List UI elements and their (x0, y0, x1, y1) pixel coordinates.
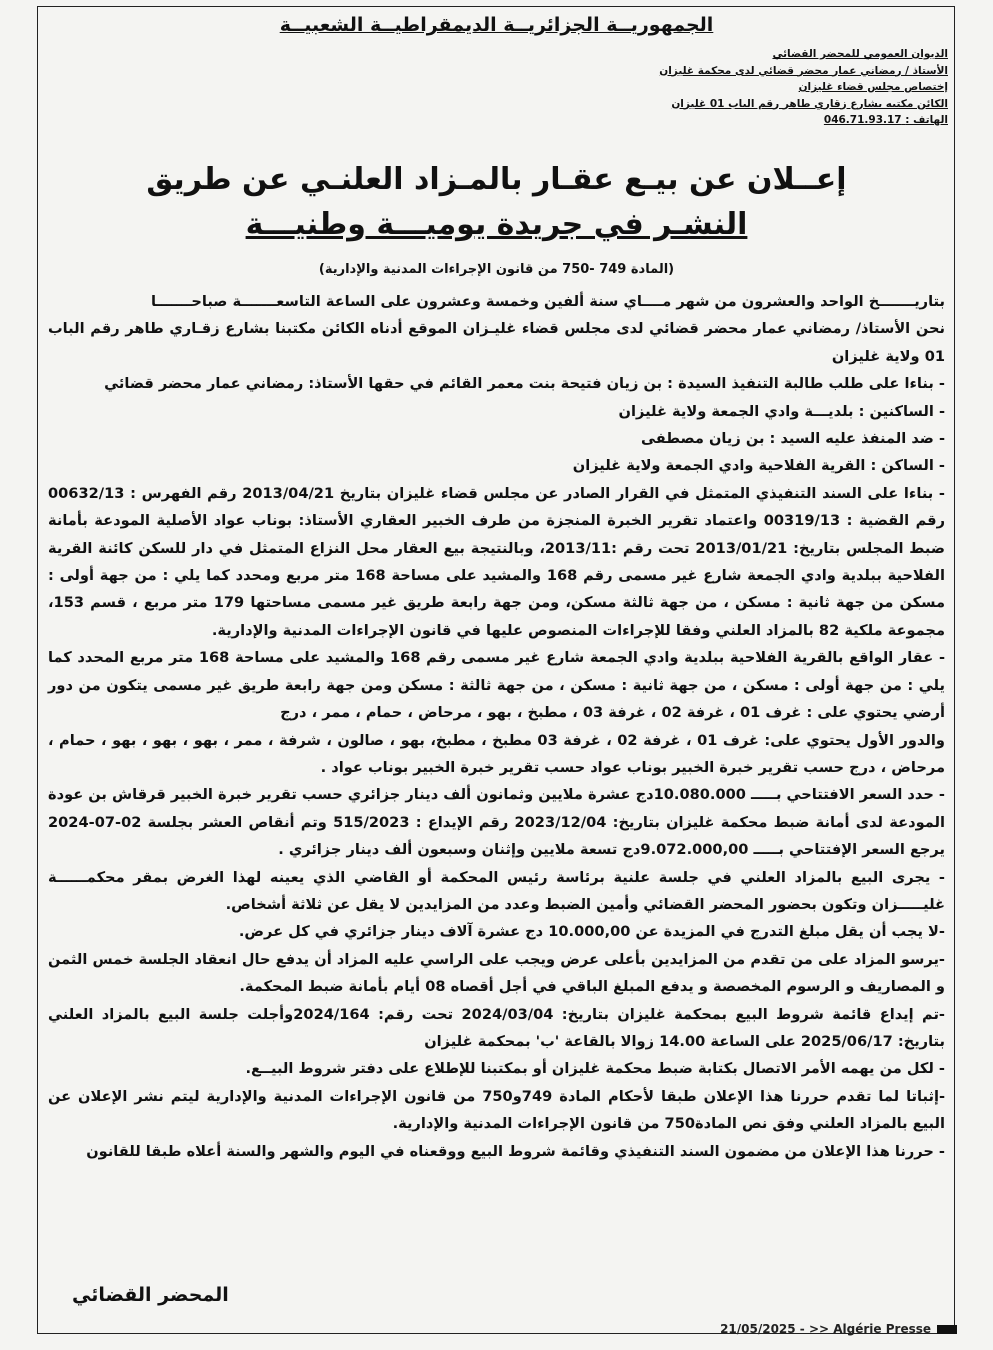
office-line-4: الكائن مكتبه بشارع زقاري طاهر رقم الباب 01 غليزان (671, 97, 948, 110)
paragraph: - الساكن : القرية الفلاحية وادي الجمعة ولاية غليزان (572, 457, 945, 475)
paragraph: - بناءا على طلب طالبة التنفيذ السيدة : بن زيان فتيحة بنت معمر القائم في حقها الأستاذ: رمضاني عمار محضر قضائي (104, 375, 945, 393)
paragraph: - حررنا هذا الإعلان من مضمون السند التنفيذي وقائمة شروط البيع ووقعناه في اليوم والشهر والسنة أعلاه طبقا للقانون (86, 1142, 945, 1160)
office-header (568, 46, 948, 129)
paragraph: - عقار الواقع بالقرية الفلاحية ببلدية وادي الجمعة شارع غير مسمى رقم 168 والمشيد على مساحة 168 متر مربع المحدد كما يلي : من جهة أولى : مسكن ، من جهة ثانية : مسكن ، من جهة ثالثة : مسكن ومن جهة رابعة طريق غير مسمى يتكون من دور أرضي يحتوي على : غرف 01 ، غرفة 02 ، غرفة 03 ، مطبخ ، بهو ، مرحاض ، حمام ، ممر ، درج (48, 649, 945, 722)
paragraph: -إثباتا لما تقدم حررنا هذا الإعلان طبقا لأحكام المادة 749و750 من قانون الإجراءات المدنية والإدارية ليتم نشر الإعلان عن البيع بالمزاد العلني وفق نص المادة750 من قانون الإجراءات المدنية والإدارية. (48, 1087, 946, 1133)
paragraph: - يجرى البيع بالمزاد العلني في جلسة علنية برئاسة رئيس المحكمة أو القاضي الذي يعينه لهذا الغرض بمقر محكمــــــة غليـــــزان وتكون بحضور المحضر القضائي وأمين الضبط وعدد من المزايدين لا يقل عن ثلاثة أشخاص. (48, 868, 945, 913)
paragraph: - الساكنين : بلديـــة وادي الجمعة ولاية غليزان (618, 402, 945, 420)
paragraph: -يرسو المزاد على من تقدم من المزايدين بأعلى عرض ويجب على الراسي عليه المزاد أن يدفع حال انعقاد الجلسة خمس الثمن و المصاريف و الرسوم المخصصة و يدفع المبلغ الباقي في أجل أقصاه 08 أيام بأمانة ضبط المحكمة. (48, 950, 945, 996)
paragraph: - بناءا على السند التنفيذي المتمثل في القرار الصادر عن مجلس قضاء غليزان بتاريخ 2013/04/21 رقم الفهرس : 00632/13 رقم القضية : 00319/13 واعتماد تقرير الخبرة المنجزة من طرف الخبير العقاري الأستاذ: بوناب عواد الأصلية المودعة بأمانة ضبط المجلس بتاريخ: 2013/01/21 تحت رقم :2013/11، وبالنتيجة بيع العقار محل النزاع المتمثل في دار للسكن كائنة القرية الفلاحية ببلدية وادي الجمعة شارع غير مسمى رقم 168 والمشيد على مساحة 168 متر مربع ومحدد كما يلي : من جهة أولى : مسكن من جهة ثانية : مسكن ، من جهة ثالثة مسكن، ومن جهة رابعة طريق غير مسمى مساحتها 179 متر مربع ، قسم 153، مجموعة ملكية 82 بالمزاد العلني وفقا للإجراءات المنصوص عليها في قانون الإجراءات المدنية والإدارية. (48, 484, 946, 639)
phone-number: 046.71.93.17 (823, 114, 902, 126)
paragraph: والدور الأول يحتوي على: غرف 01 ، غرفة 02 ، غرفة 03 مطبخ ، مطبخ، بهو ، صالون ، شرفة ، ممر ، بهو ، بهو ، بهو ، حمام ، مرحاض ، درج حسب تقرير خبرة الخبير بوناب عواد حسب تقرير خبرة الخبير بوناب عواد . (48, 731, 945, 776)
office-line-2: الأستاذ / رمضاني عمار محضر قضائي لدى محكمة غليزان (659, 64, 948, 77)
paragraph: - حدد السعر الافتتاحي بـــــ 10.080.000دج عشرة ملايين وثمانون ألف دينار جزائري حسب تقرير خبرة الخبير قرقاش بن عودة المودعة لدى أمانة ضبط محكمة غليزان بتاريخ: 2023/12/04 رقم الإيداع : 515/2023 وتم أنقاص العشر بجلسة 02-07-2024 يرجع السعر الإفتتاحي بـــــ 9.072.000,00دج تسعة ملايين وإثنان وسبعون ألف دينار جزائري . (47, 786, 945, 859)
law-reference: (المادة 749 -750 من قانون الإجراءات المدنية والإدارية) (318, 262, 675, 277)
paragraph: - لكل من يهمه الأمر الاتصال بكتابة ضبط محكمة غليزان أو بمكتبنا للإطلاع على دفتر شروط البيــع. (245, 1060, 945, 1078)
signature-label: المحضر القضائي (72, 1284, 229, 1306)
paragraph: -لا يجب أن يقل مبلغ التدرج في المزيدة عن 10.000,00 دج عشرة آلاف دينار جزائري في كل عرض. (238, 923, 945, 941)
paragraph: -تم إيداع قائمة شروط البيع بمحكمة غليزان بتاريخ: 2024/03/04 تحت رقم: 2024/164وأجلت جلسة البيع بالمزاد العلني بتاريخ: 2025/06/17 على الساعة 14.00 زوالا بالقاعة 'ب' بمحكمة غليزان (48, 1005, 945, 1050)
phone-label: الهاتف : (905, 114, 948, 126)
footer-bar (937, 1325, 957, 1334)
announcement-title: إعــلان عن بيـع عقـار بالمـزاد العلنـي عن طريق (146, 162, 847, 197)
paragraph: بتاريـــــــخ الواحد والعشرون من شهر مــــاي سنة ألفين وخمسة وعشرون على الساعة التاسعـــــــة صباحـــــــا (150, 293, 945, 310)
office-line-1: الديوان العمومي للمحضر القضائي (772, 48, 948, 60)
footer (720, 1322, 957, 1336)
paragraph: نحن الأستاذ/ رمضاني عمار محضر قضائي لدى مجلس قضاء غليـزان الموقع أدناه الكائن مكتبنا بشارع زقـاري طاهر رقم الباب 01 ولاية غليزان (48, 320, 945, 365)
paragraph: - ضد المنفذ عليه السيد : بن زيان مصطفى (640, 430, 945, 448)
republic-header: الجمهوريــة الجزائريــة الديمقراطيــة الشعبيــة (279, 14, 714, 36)
office-phone (568, 112, 948, 129)
footer-text: 21/05/2025 - >> Algérie Presse (720, 1322, 931, 1336)
announcement-body (48, 288, 945, 1165)
announcement-subtitle: النشـر في جريدة يوميـــة وطنيـــة (245, 207, 748, 242)
office-line-3: إختصاص مجلس قضاء غليزان (798, 81, 948, 93)
